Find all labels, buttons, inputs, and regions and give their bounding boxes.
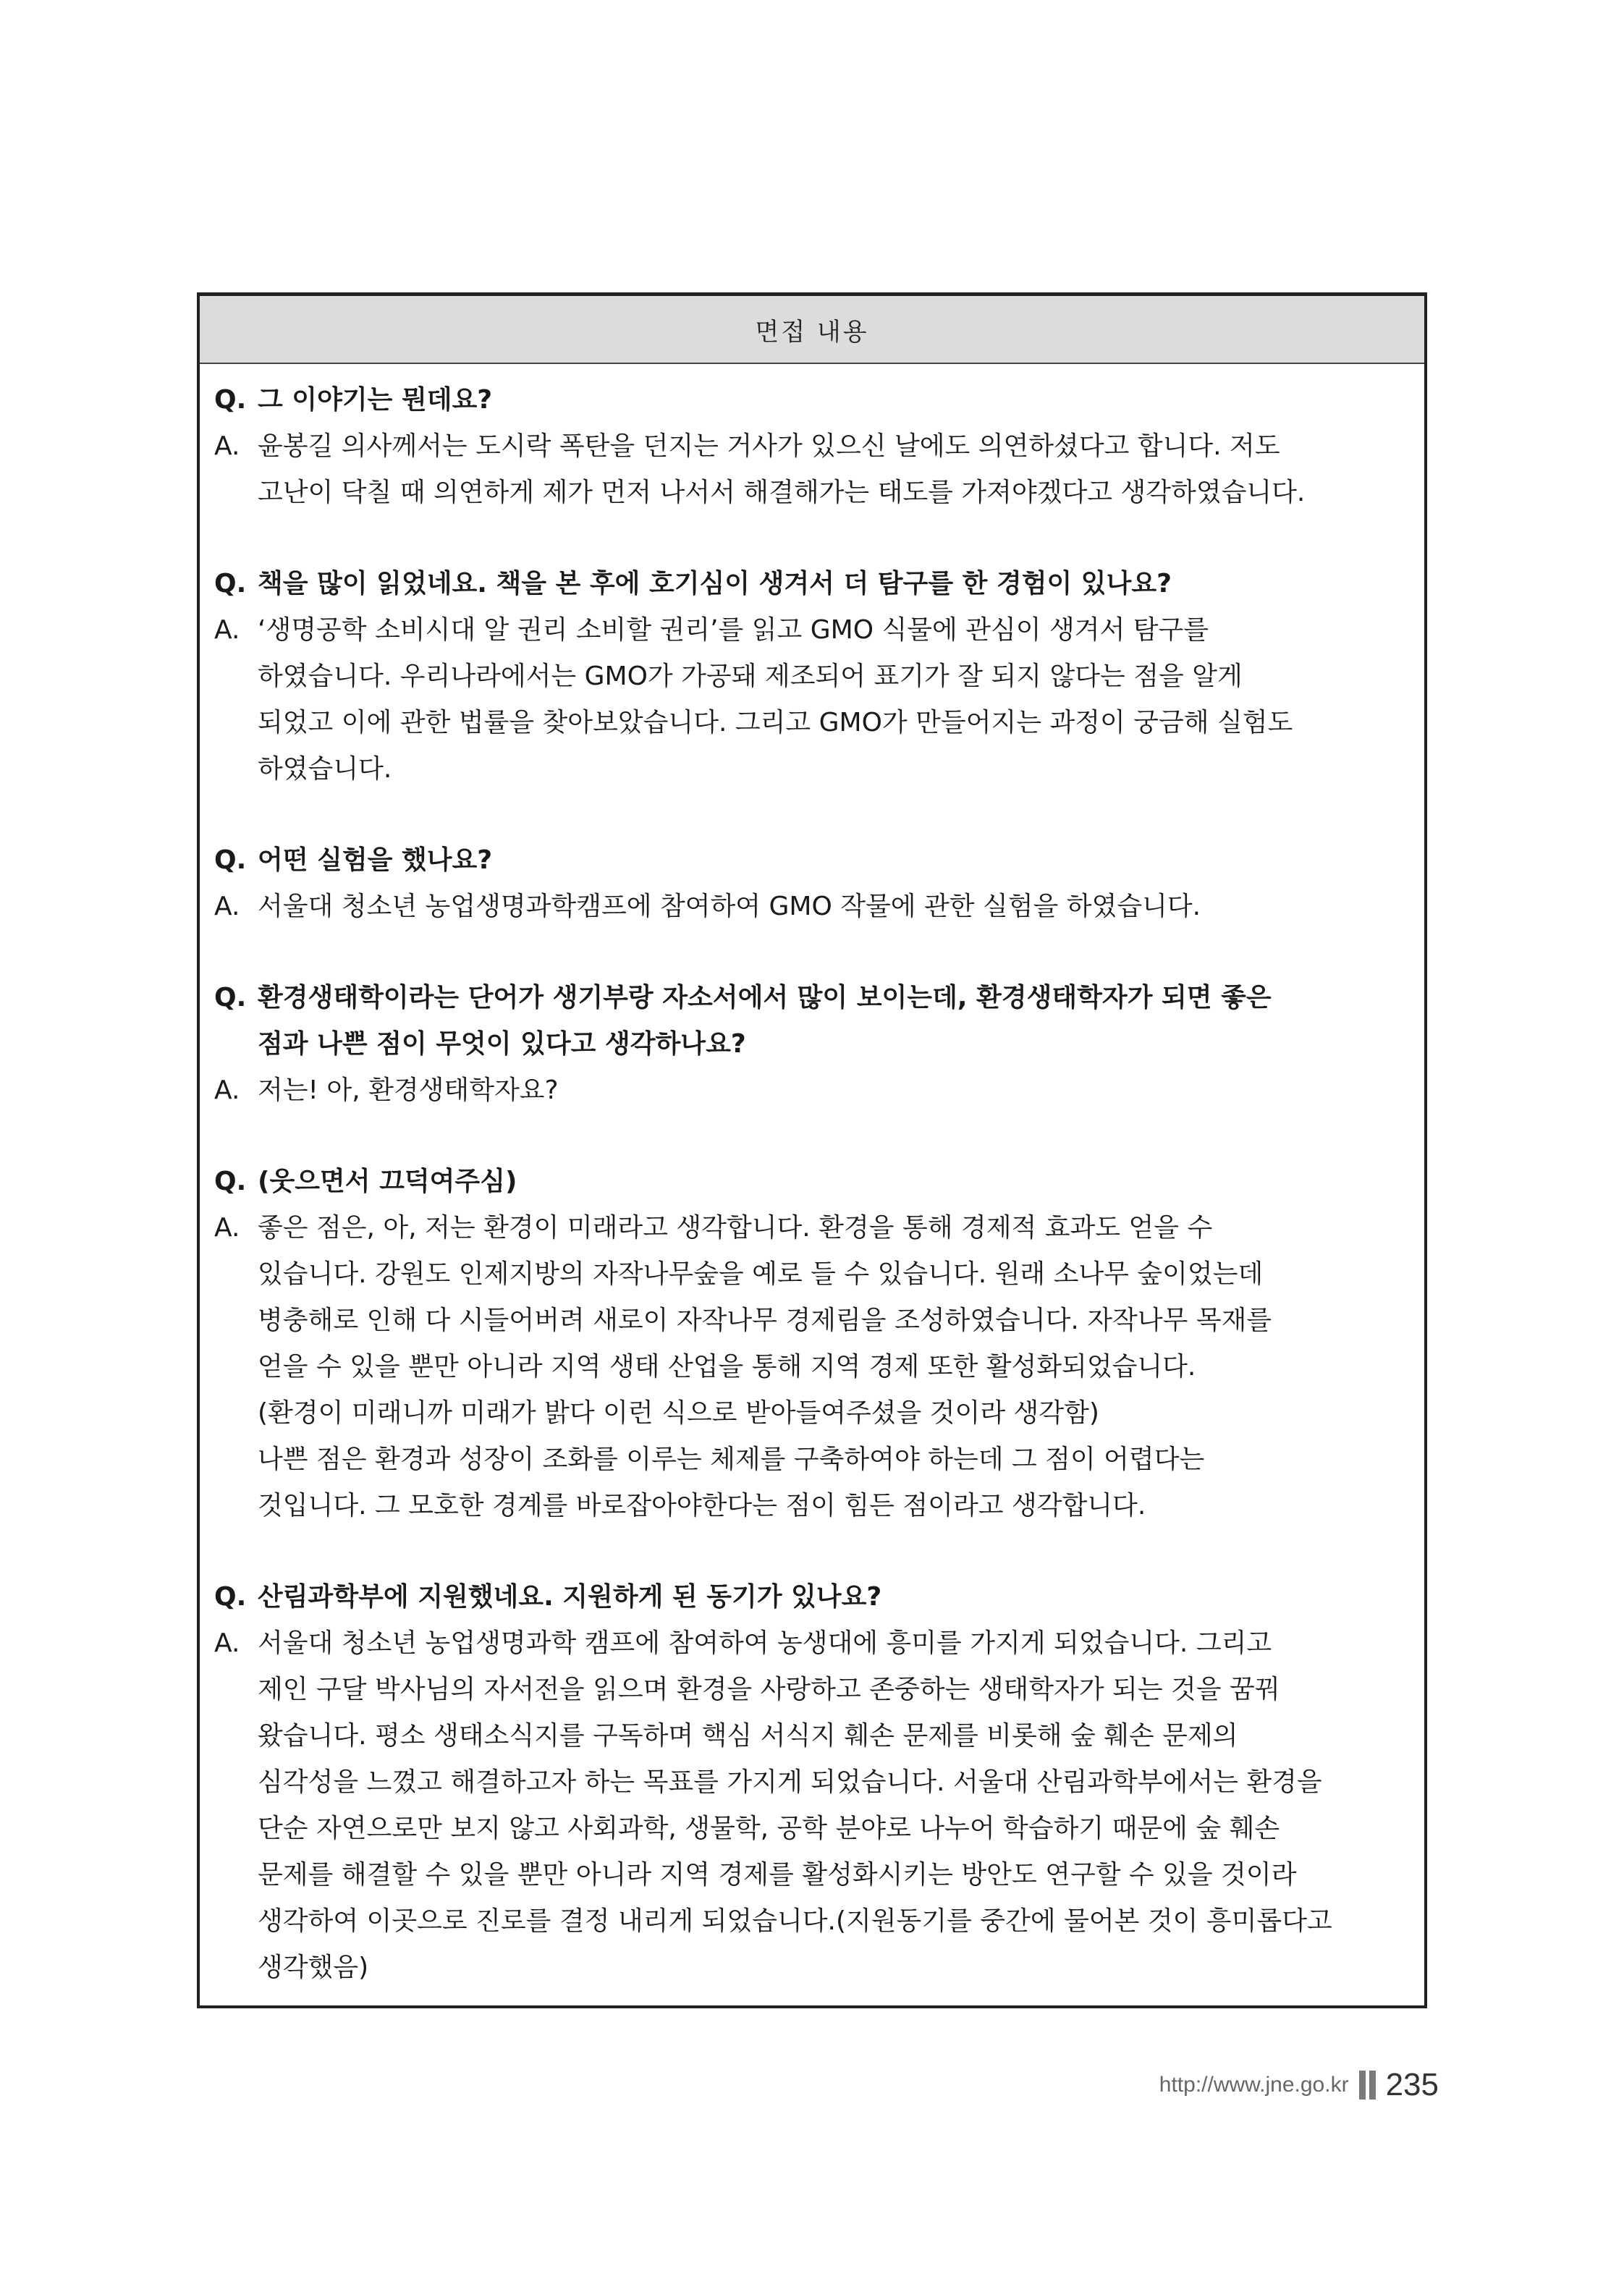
qa-item bbox=[214, 975, 1407, 1114]
answer-line bbox=[214, 1437, 1407, 1483]
page-number: 235 bbox=[1385, 2067, 1439, 2102]
question-line bbox=[214, 837, 1407, 884]
answer-marker bbox=[214, 1806, 258, 1852]
answer-text: 병충해로 인해 다 시들어버려 새로이 자작나무 경제림을 조성하였습니다. 자작나무 목재를 bbox=[258, 1306, 1272, 1335]
answer-text: 심각성을 느꼈고 해결하고자 하는 목표를 가지게 되었습니다. 서울대 산림과학부에서는 환경을 bbox=[258, 1767, 1322, 1797]
answer-text: 하였습니다. 우리나라에서는 GMO가 가공돼 제조되어 표기가 잘 되지 않다는 점을 알게 bbox=[258, 661, 1243, 691]
answer-line bbox=[214, 1067, 1407, 1114]
answer-line bbox=[214, 654, 1407, 700]
answer-marker bbox=[214, 470, 258, 516]
answer-text: 생각하여 이곳으로 진로를 결정 내리게 되었습니다.(지원동기를 중간에 물어본 것이 흥미롭다고 bbox=[258, 1906, 1332, 1936]
table-body bbox=[200, 364, 1424, 2005]
answer-line bbox=[214, 1945, 1407, 1991]
question-line bbox=[214, 1574, 1407, 1620]
question-marker: Q. bbox=[214, 385, 247, 415]
answer-line bbox=[214, 1852, 1407, 1898]
answer-text: 서울대 청소년 농업생명과학 캠프에 참여하여 농생대에 흥미를 가지게 되었습니다. 그리고 bbox=[258, 1628, 1272, 1658]
page-footer bbox=[1159, 2067, 1439, 2103]
question-text: (웃으면서 끄덕여주심) bbox=[258, 1167, 517, 1196]
answer-text: ‘생명공학 소비시대 알 권리 소비할 권리’를 읽고 GMO 식물에 관심이 생겨서 탐구를 bbox=[258, 615, 1209, 645]
question-line bbox=[214, 1159, 1407, 1205]
answer-marker bbox=[214, 1251, 258, 1298]
question-text: 그 이야기는 뭔데요? bbox=[258, 385, 493, 415]
table-header: 면접 내용 bbox=[200, 296, 1424, 364]
qa-item bbox=[214, 837, 1407, 930]
question-marker: Q. bbox=[214, 569, 247, 599]
answer-line bbox=[214, 1344, 1407, 1390]
answer-marker bbox=[214, 654, 258, 700]
answer-line bbox=[214, 1483, 1407, 1529]
answer-line bbox=[214, 1298, 1407, 1344]
answer-marker: A. bbox=[214, 1628, 240, 1658]
answer-marker bbox=[214, 1945, 258, 1991]
answer-text: 나쁜 점은 환경과 성장이 조화를 이루는 체제를 구축하여야 하는데 그 점이 어렵다는 bbox=[258, 1445, 1205, 1474]
answer-text: 왔습니다. 평소 생태소식지를 구독하며 핵심 서식지 훼손 문제를 비롯해 숲 훼손 문제의 bbox=[258, 1721, 1238, 1751]
qa-item bbox=[214, 561, 1407, 792]
answer-line bbox=[214, 700, 1407, 746]
answer-text: (환경이 미래니까 미래가 밝다 이런 식으로 받아들여주셨을 것이라 생각함) bbox=[258, 1398, 1099, 1428]
answer-marker bbox=[214, 1759, 258, 1806]
answer-marker bbox=[214, 700, 258, 746]
question-text: 환경생태학이라는 단어가 생기부랑 자소서에서 많이 보이는데, 환경생태학자가 되면 좋은 bbox=[258, 983, 1272, 1012]
answer-marker bbox=[214, 1898, 258, 1945]
question-marker: Q. bbox=[214, 983, 247, 1012]
answer-line bbox=[214, 1251, 1407, 1298]
answer-line bbox=[214, 884, 1407, 930]
qa-item bbox=[214, 377, 1407, 516]
answer-text: 저는! 아, 환경생태학자요? bbox=[258, 1075, 559, 1105]
answer-text: 제인 구달 박사님의 자서전을 읽으며 환경을 사랑하고 존중하는 생태학자가 되는 것을 꿈꿔 bbox=[258, 1675, 1280, 1704]
answer-marker: A. bbox=[214, 1213, 240, 1243]
answer-text: 얻을 수 있을 뿐만 아니라 지역 생태 산업을 통해 지역 경제 또한 활성화되었습니다. bbox=[258, 1352, 1196, 1382]
answer-marker bbox=[214, 1852, 258, 1898]
answer-marker: A. bbox=[214, 615, 240, 645]
answer-line bbox=[214, 1806, 1407, 1852]
question-line bbox=[214, 561, 1407, 607]
answer-line bbox=[214, 1205, 1407, 1251]
answer-marker bbox=[214, 1483, 258, 1529]
answer-line bbox=[214, 1759, 1407, 1806]
footer-bar-icon bbox=[1359, 2071, 1376, 2100]
question-line bbox=[214, 975, 1407, 1021]
answer-marker bbox=[214, 1713, 258, 1759]
answer-line bbox=[214, 1898, 1407, 1945]
answer-text: 문제를 해결할 수 있을 뿐만 아니라 지역 경제를 활성화시키는 방안도 연구할 수 있을 것이라 bbox=[258, 1860, 1297, 1890]
question-marker: Q. bbox=[214, 1167, 247, 1196]
interview-table bbox=[197, 292, 1427, 2008]
answer-line bbox=[214, 1390, 1407, 1437]
question-text: 어떤 실험을 했나요? bbox=[258, 845, 493, 875]
question-text: 책을 많이 읽었네요. 책을 본 후에 호기심이 생겨서 더 탐구를 한 경험이 있나요? bbox=[258, 569, 1172, 599]
answer-text: 서울대 청소년 농업생명과학캠프에 참여하여 GMO 작물에 관한 실험을 하였습니다. bbox=[258, 892, 1201, 921]
footer-url: http://www.jne.go.kr bbox=[1159, 2073, 1349, 2097]
answer-marker: A. bbox=[214, 1075, 240, 1105]
answer-text: 하였습니다. bbox=[258, 754, 392, 784]
qa-item bbox=[214, 1574, 1407, 1991]
answer-text: 윤봉길 의사께서는 도시락 폭탄을 던지는 거사가 있으신 날에도 의연하셨다고 합니다. 저도 bbox=[258, 431, 1280, 461]
answer-line bbox=[214, 746, 1407, 792]
answer-text: 고난이 닥칠 때 의연하게 제가 먼저 나서서 해결해가는 태도를 가져야겠다고 생각하였습니다. bbox=[258, 478, 1306, 507]
answer-marker bbox=[214, 1437, 258, 1483]
answer-marker: A. bbox=[214, 431, 240, 461]
answer-marker bbox=[214, 1667, 258, 1713]
answer-marker bbox=[214, 1390, 258, 1437]
question-marker bbox=[214, 1021, 258, 1067]
question-text: 산림과학부에 지원했네요. 지원하게 된 동기가 있나요? bbox=[258, 1582, 882, 1612]
answer-marker: A. bbox=[214, 892, 240, 921]
answer-text: 좋은 점은, 아, 저는 환경이 미래라고 생각합니다. 환경을 통해 경제적 효과도 얻을 수 bbox=[258, 1213, 1213, 1243]
question-text: 점과 나쁜 점이 무엇이 있다고 생각하나요? bbox=[258, 1029, 746, 1059]
answer-line bbox=[214, 607, 1407, 654]
answer-line bbox=[214, 1620, 1407, 1667]
answer-marker bbox=[214, 1344, 258, 1390]
answer-line bbox=[214, 423, 1407, 470]
answer-marker bbox=[214, 746, 258, 792]
qa-item bbox=[214, 1159, 1407, 1529]
answer-marker bbox=[214, 1298, 258, 1344]
question-line bbox=[214, 377, 1407, 423]
question-marker: Q. bbox=[214, 1582, 247, 1612]
question-line bbox=[214, 1021, 1407, 1067]
answer-text: 생각했음) bbox=[258, 1953, 369, 1982]
answer-text: 단순 자연으로만 보지 않고 사회과학, 생물학, 공학 분야로 나누어 학습하기 때문에 숲 훼손 bbox=[258, 1814, 1280, 1843]
answer-line bbox=[214, 1667, 1407, 1713]
answer-line bbox=[214, 470, 1407, 516]
question-marker: Q. bbox=[214, 845, 247, 875]
answer-text: 것입니다. 그 모호한 경계를 바로잡아야한다는 점이 힘든 점이라고 생각합니다. bbox=[258, 1491, 1146, 1521]
answer-line bbox=[214, 1713, 1407, 1759]
answer-text: 되었고 이에 관한 법률을 찾아보았습니다. 그리고 GMO가 만들어지는 과정이 궁금해 실험도 bbox=[258, 708, 1293, 737]
answer-text: 있습니다. 강원도 인제지방의 자작나무숲을 예로 들 수 있습니다. 원래 소나무 숲이었는데 bbox=[258, 1259, 1264, 1289]
